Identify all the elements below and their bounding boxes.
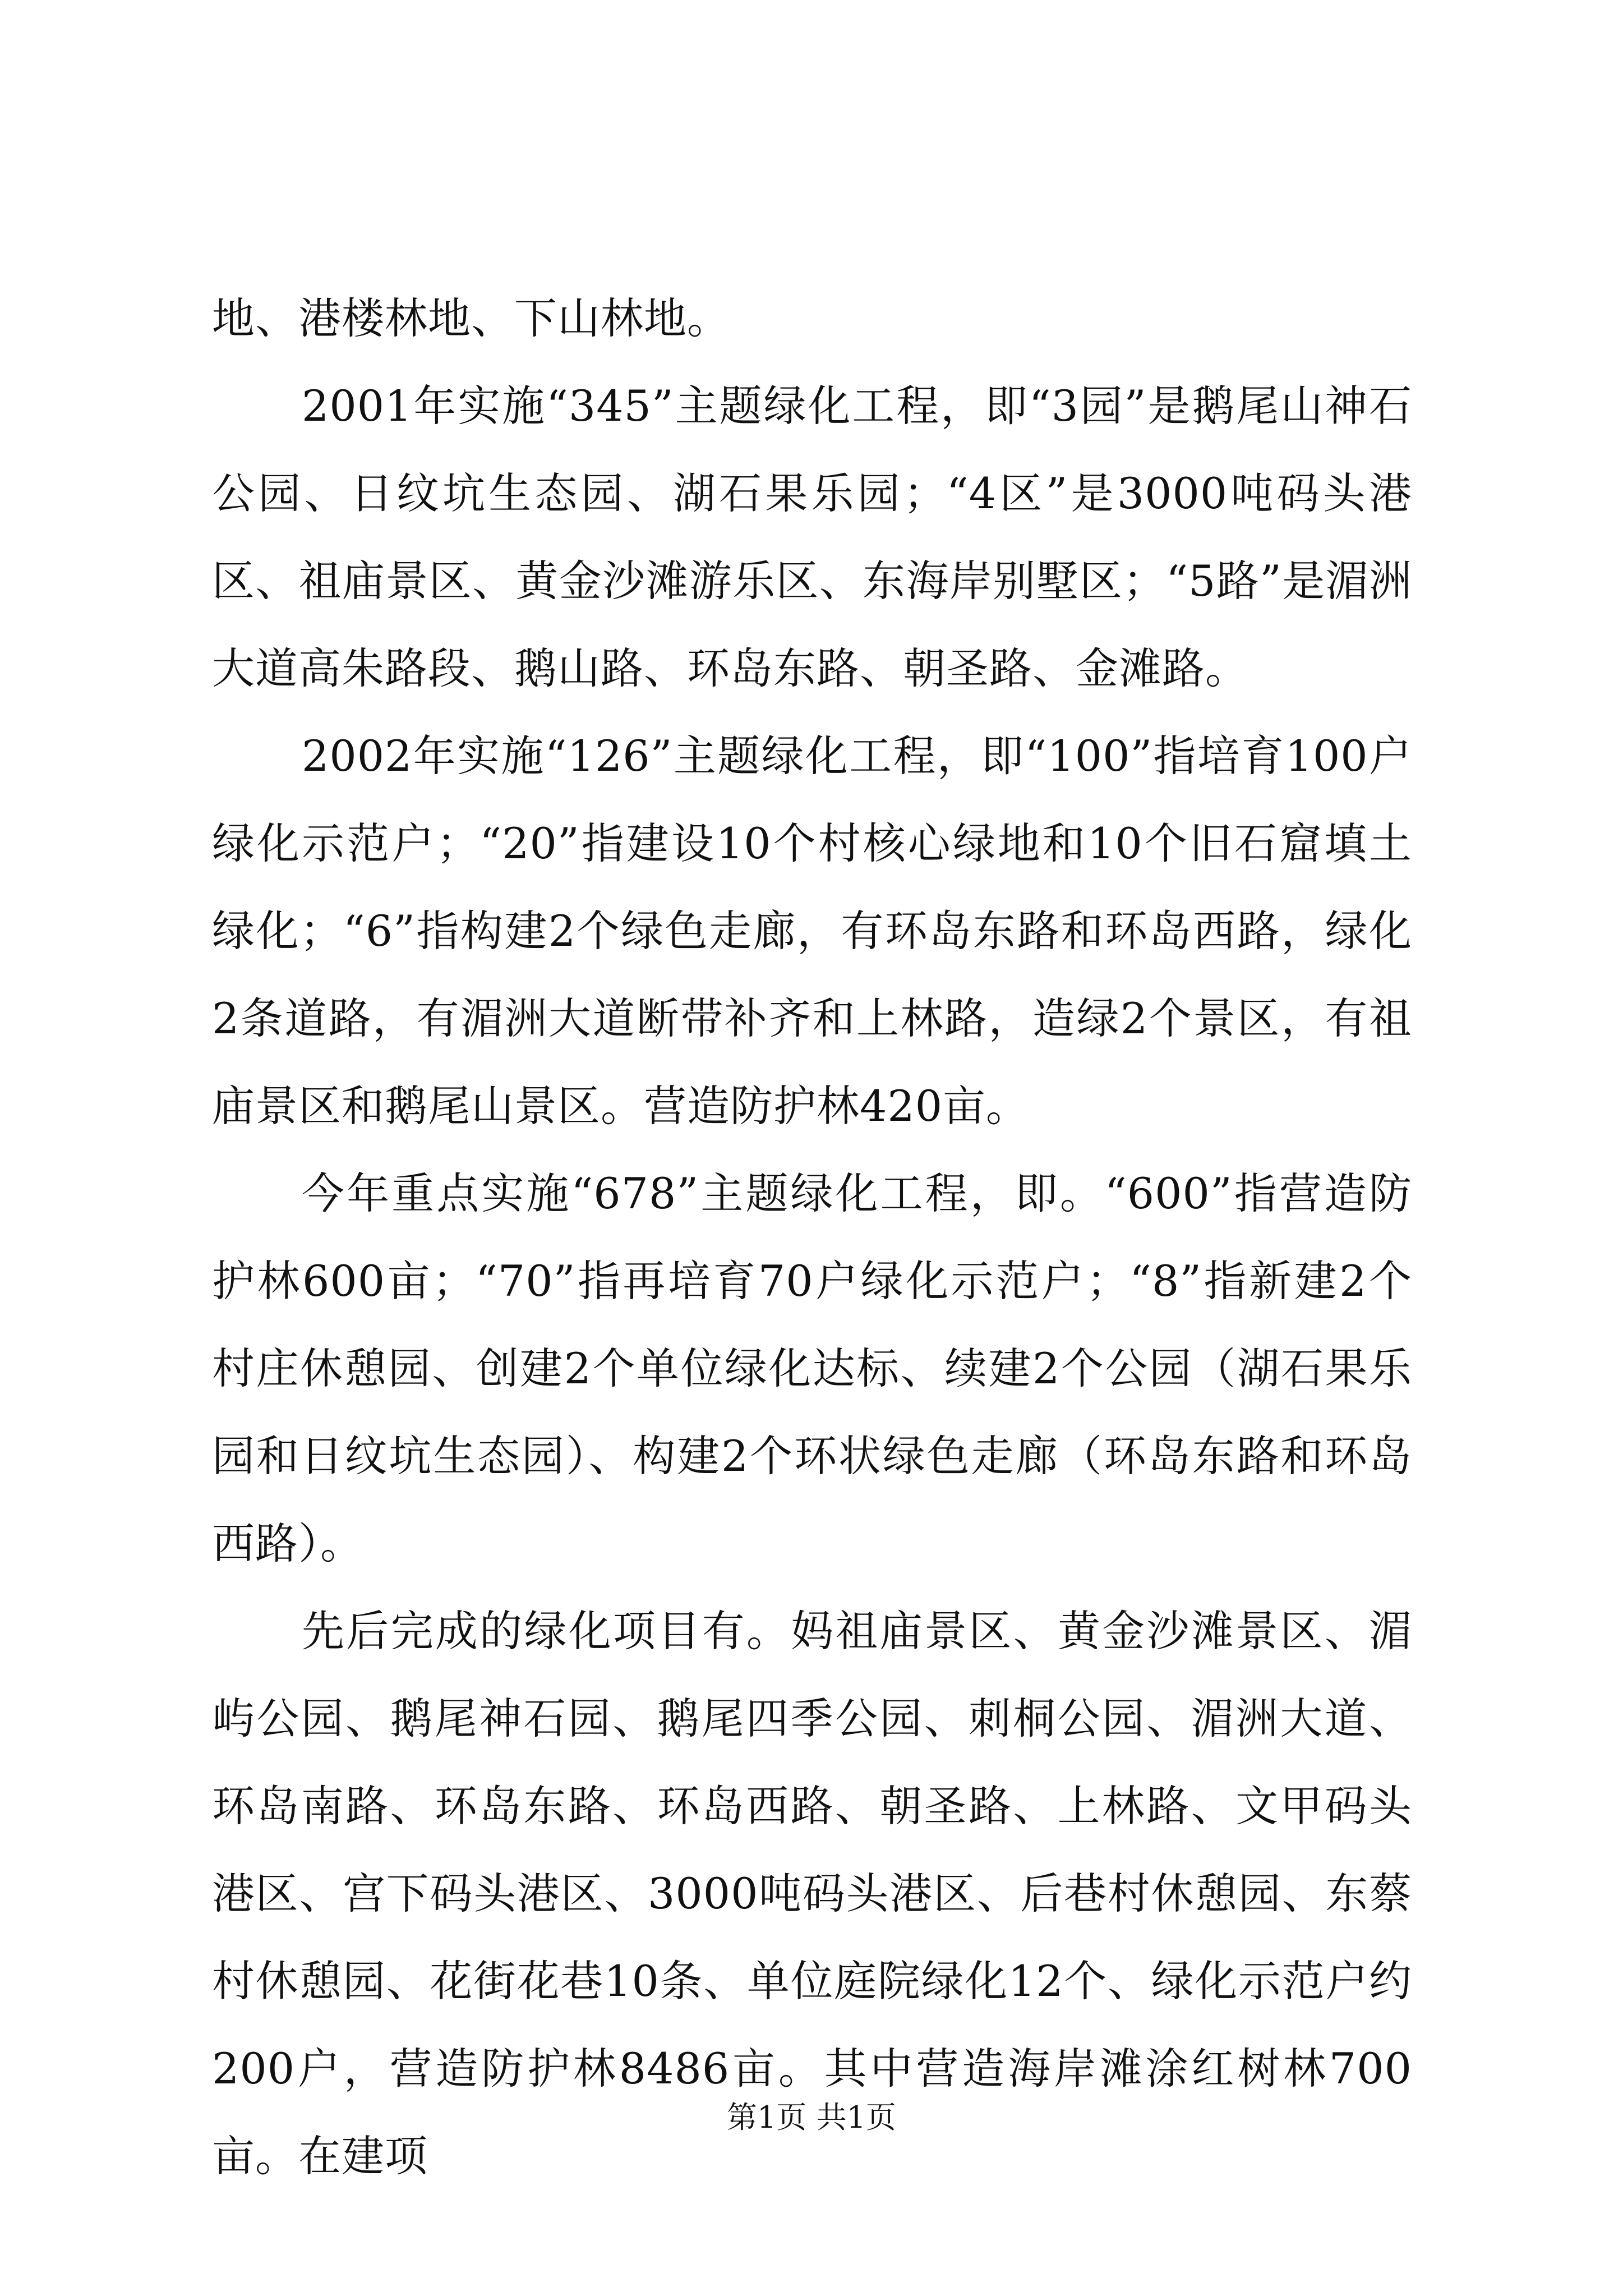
paragraph-4: 今年重点实施“678”主题绿化工程，即。“600”指营造防护林600亩；“70”指再培育70户绿化示范户；“8”指新建2个村庄休憩园、创建2个单位绿化达标、续建2个公园（湖石果乐园和日纹坑生态园）、构建2个环状绿色走廊（环岛东路和环岛西路）。 [212,1168,1412,1568]
paragraph-2: 2001年实施“345”主题绿化工程，即“3园”是鹅尾山神石公园、日纹坑生态园、湖石果乐园；“4区”是3000吨码头港区、祖庙景区、黄金沙滩游乐区、东海岸别墅区；“5路”是湄洲大道高朱路段、鹅山路、环岛东路、朝圣路、金滩路。 [212,381,1412,693]
paragraph-3: 2002年实施“126”主题绿化工程，即“100”指培育100户绿化示范户；“20”指建设10个村核心绿地和10个旧石窟填土绿化；“6”指构建2个绿色走廊，有环岛东路和环岛西路，绿化2条道路，有湄洲大道断带补齐和上林路，造绿2个景区，有祖庙景区和鹅尾山景区。营造防护林420亩。 [212,731,1412,1131]
paragraph-1: 地、港楼林地、下山林地。 [212,293,730,343]
paragraph-5: 先后完成的绿化项目有。妈祖庙景区、黄金沙滩景区、湄屿公园、鹅尾神石园、鹅尾四季公园、刺桐公园、湄洲大道、环岛南路、环岛东路、环岛西路、朝圣路、上林路、文甲码头港区、宫下码头港区、3000吨码头港区、后巷村休憩园、东蔡村休憩园、花街花巷10条、单位庭院绿化12个、绿化示范户约200户，营造防护林8486亩。其中营造海岸滩涂红树林700亩。在建项 [212,1606,1412,2181]
document-body [212,275,1412,2200]
page-footer: 第1页 共1页 [727,2100,896,2135]
